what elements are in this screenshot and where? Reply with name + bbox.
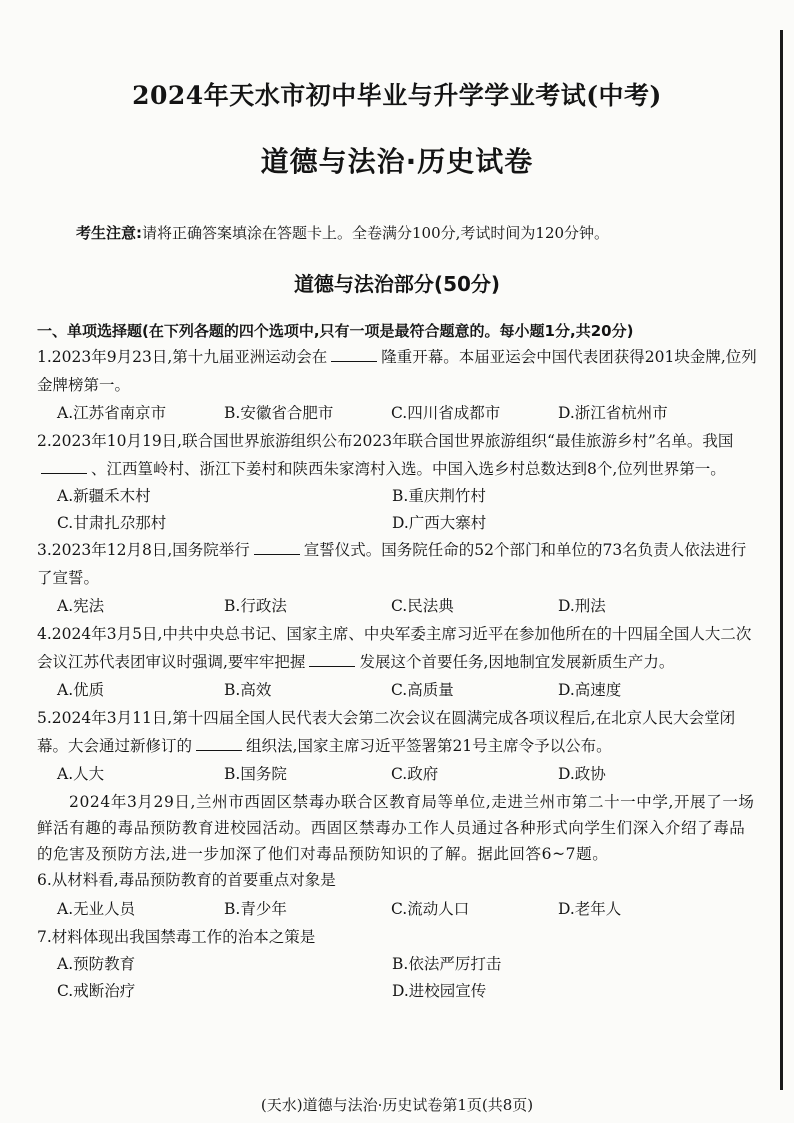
option-a: A.优质 <box>57 681 105 699</box>
option-a: A.新疆禾木村 <box>57 487 151 505</box>
option-d: D.老年人 <box>558 899 622 918</box>
option-c: C.政府 <box>391 765 439 783</box>
option-d: D.政协 <box>558 765 606 783</box>
option-b: B.国务院 <box>224 765 287 783</box>
option-c: C.戒断治疗 <box>57 982 136 1000</box>
question-1-options <box>37 399 757 428</box>
question-7-options-row-2 <box>37 978 757 1005</box>
question-3-stem-b: 宣誓仪式。国务院任命的52个部门和单位的73名负责人依法进行了宣誓。 <box>37 541 747 587</box>
section-title: 一、单项选择题(在下列各题的四个选项中,只有一项是最符合题意的。每小题1分,共20分) <box>37 322 634 340</box>
question-2-stem-a: 2.2023年10月19日,联合国世界旅游组织公布2023年联合国世界旅游组织“最佳旅游乡村”名单。我国 <box>37 432 734 450</box>
question-4 <box>37 621 757 676</box>
option-a: A.预防教育 <box>57 955 136 973</box>
question-5 <box>37 705 757 760</box>
option-c: C.民法典 <box>391 597 454 615</box>
question-7-options-row-1 <box>37 951 757 978</box>
question-6: 6.从材料看,毒品预防教育的首要重点对象是 <box>37 871 336 889</box>
exam-title: 2024年天水市初中毕业与升学学业考试(中考) <box>132 81 662 110</box>
question-2-stem-b: 、江西篁岭村、浙江下姜村和陕西朱家湾村入选。中国入选乡村总数达到8个,位列世界第一。 <box>91 459 726 478</box>
question-4-stem-b: 发展这个首要任务,因地制宜发展新质生产力。 <box>359 652 675 671</box>
question-2 <box>37 428 757 483</box>
question-3-stem-a: 3.2023年12月8日,国务院举行 <box>37 541 250 559</box>
question-4-stem-a: 4.2024年3月5日,中共中央总书记、国家主席、中央军委主席习近平在参加他所在的十四届全国人大二次会议江苏代表团审议时强调,要牢牢把握 <box>37 625 752 671</box>
option-b: B.重庆荆竹村 <box>392 487 486 505</box>
option-c: C.流动人口 <box>391 899 470 918</box>
option-b: B.高效 <box>224 681 272 699</box>
option-c: C.高质量 <box>391 681 454 699</box>
question-5-stem-b: 组织法,国家主席习近平签署第21号主席令予以公布。 <box>246 736 612 755</box>
option-a: A.无业人员 <box>57 899 136 918</box>
option-d: D.高速度 <box>558 681 622 699</box>
option-b: B.依法严厉打击 <box>392 955 502 973</box>
option-d: D.广西大寨村 <box>392 514 487 532</box>
option-c: C.四川省成都市 <box>391 404 501 422</box>
paper-subtitle: 道德与法治·历史试卷 <box>260 145 534 178</box>
question-1-stem-b: 隆重开幕。本届亚运会中国代表团获得201块金牌,位列金牌榜第一。 <box>37 348 757 394</box>
option-d: D.进校园宣传 <box>392 982 487 1000</box>
notice-text: 请将正确答案填涂在答题卡上。全卷满分100分,考试时间为120分钟。 <box>142 224 610 242</box>
page-footer: (天水)道德与法治·历史试卷第1页(共8页) <box>260 1096 534 1114</box>
answer-blank <box>331 347 377 362</box>
option-c: C.甘肃扎尕那村 <box>57 514 167 532</box>
option-d: D.浙江省杭州市 <box>558 404 668 422</box>
answer-blank <box>309 652 355 667</box>
option-b: B.安徽省合肥市 <box>224 404 334 422</box>
question-1 <box>37 344 757 399</box>
part-title: 道德与法治部分(50分) <box>293 272 501 296</box>
question-5-stem-a: 5.2024年3月11日,第十四届全国人民代表大会第二次会议在圆满完成各项议程后,在北京人民大会堂闭幕。大会通过新修订的 <box>37 709 736 755</box>
answer-blank <box>41 459 87 474</box>
notice-label: 考生注意: <box>76 224 142 242</box>
question-3-options <box>37 592 757 621</box>
option-b: B.青少年 <box>224 899 287 918</box>
question-2-options-row-1 <box>37 483 757 510</box>
answer-blank <box>196 736 242 751</box>
question-area <box>37 318 757 1005</box>
question-4-options <box>37 676 757 705</box>
reading-material: 2024年3月29日,兰州市西固区禁毒办联合区教育局等单位,走进兰州市第二十一中学,开展了一场鲜活有趣的毒品预防教育进校园活动。西固区禁毒办工作人员通过各种形式向学生们深入介绍了毒品的危害及预防方法,进一步加深了他们对毒品预防知识的了解。据此回答6~7题。 <box>37 793 755 863</box>
question-2-options-row-2 <box>37 510 757 537</box>
question-1-stem-a: 1.2023年9月23日,第十九届亚洲运动会在 <box>37 348 328 366</box>
question-5-options <box>37 760 757 789</box>
question-7: 7.材料体现出我国禁毒工作的治本之策是 <box>37 927 316 946</box>
option-a: A.人大 <box>57 765 105 783</box>
question-6-options <box>37 895 757 924</box>
answer-blank <box>254 540 300 555</box>
option-d: D.刑法 <box>558 597 606 615</box>
option-a: A.江苏省南京市 <box>57 404 167 422</box>
candidate-notice <box>76 222 776 243</box>
option-a: A.宪法 <box>57 597 105 615</box>
page-edge-line <box>780 30 783 1090</box>
question-3 <box>37 537 757 592</box>
option-b: B.行政法 <box>224 597 287 615</box>
